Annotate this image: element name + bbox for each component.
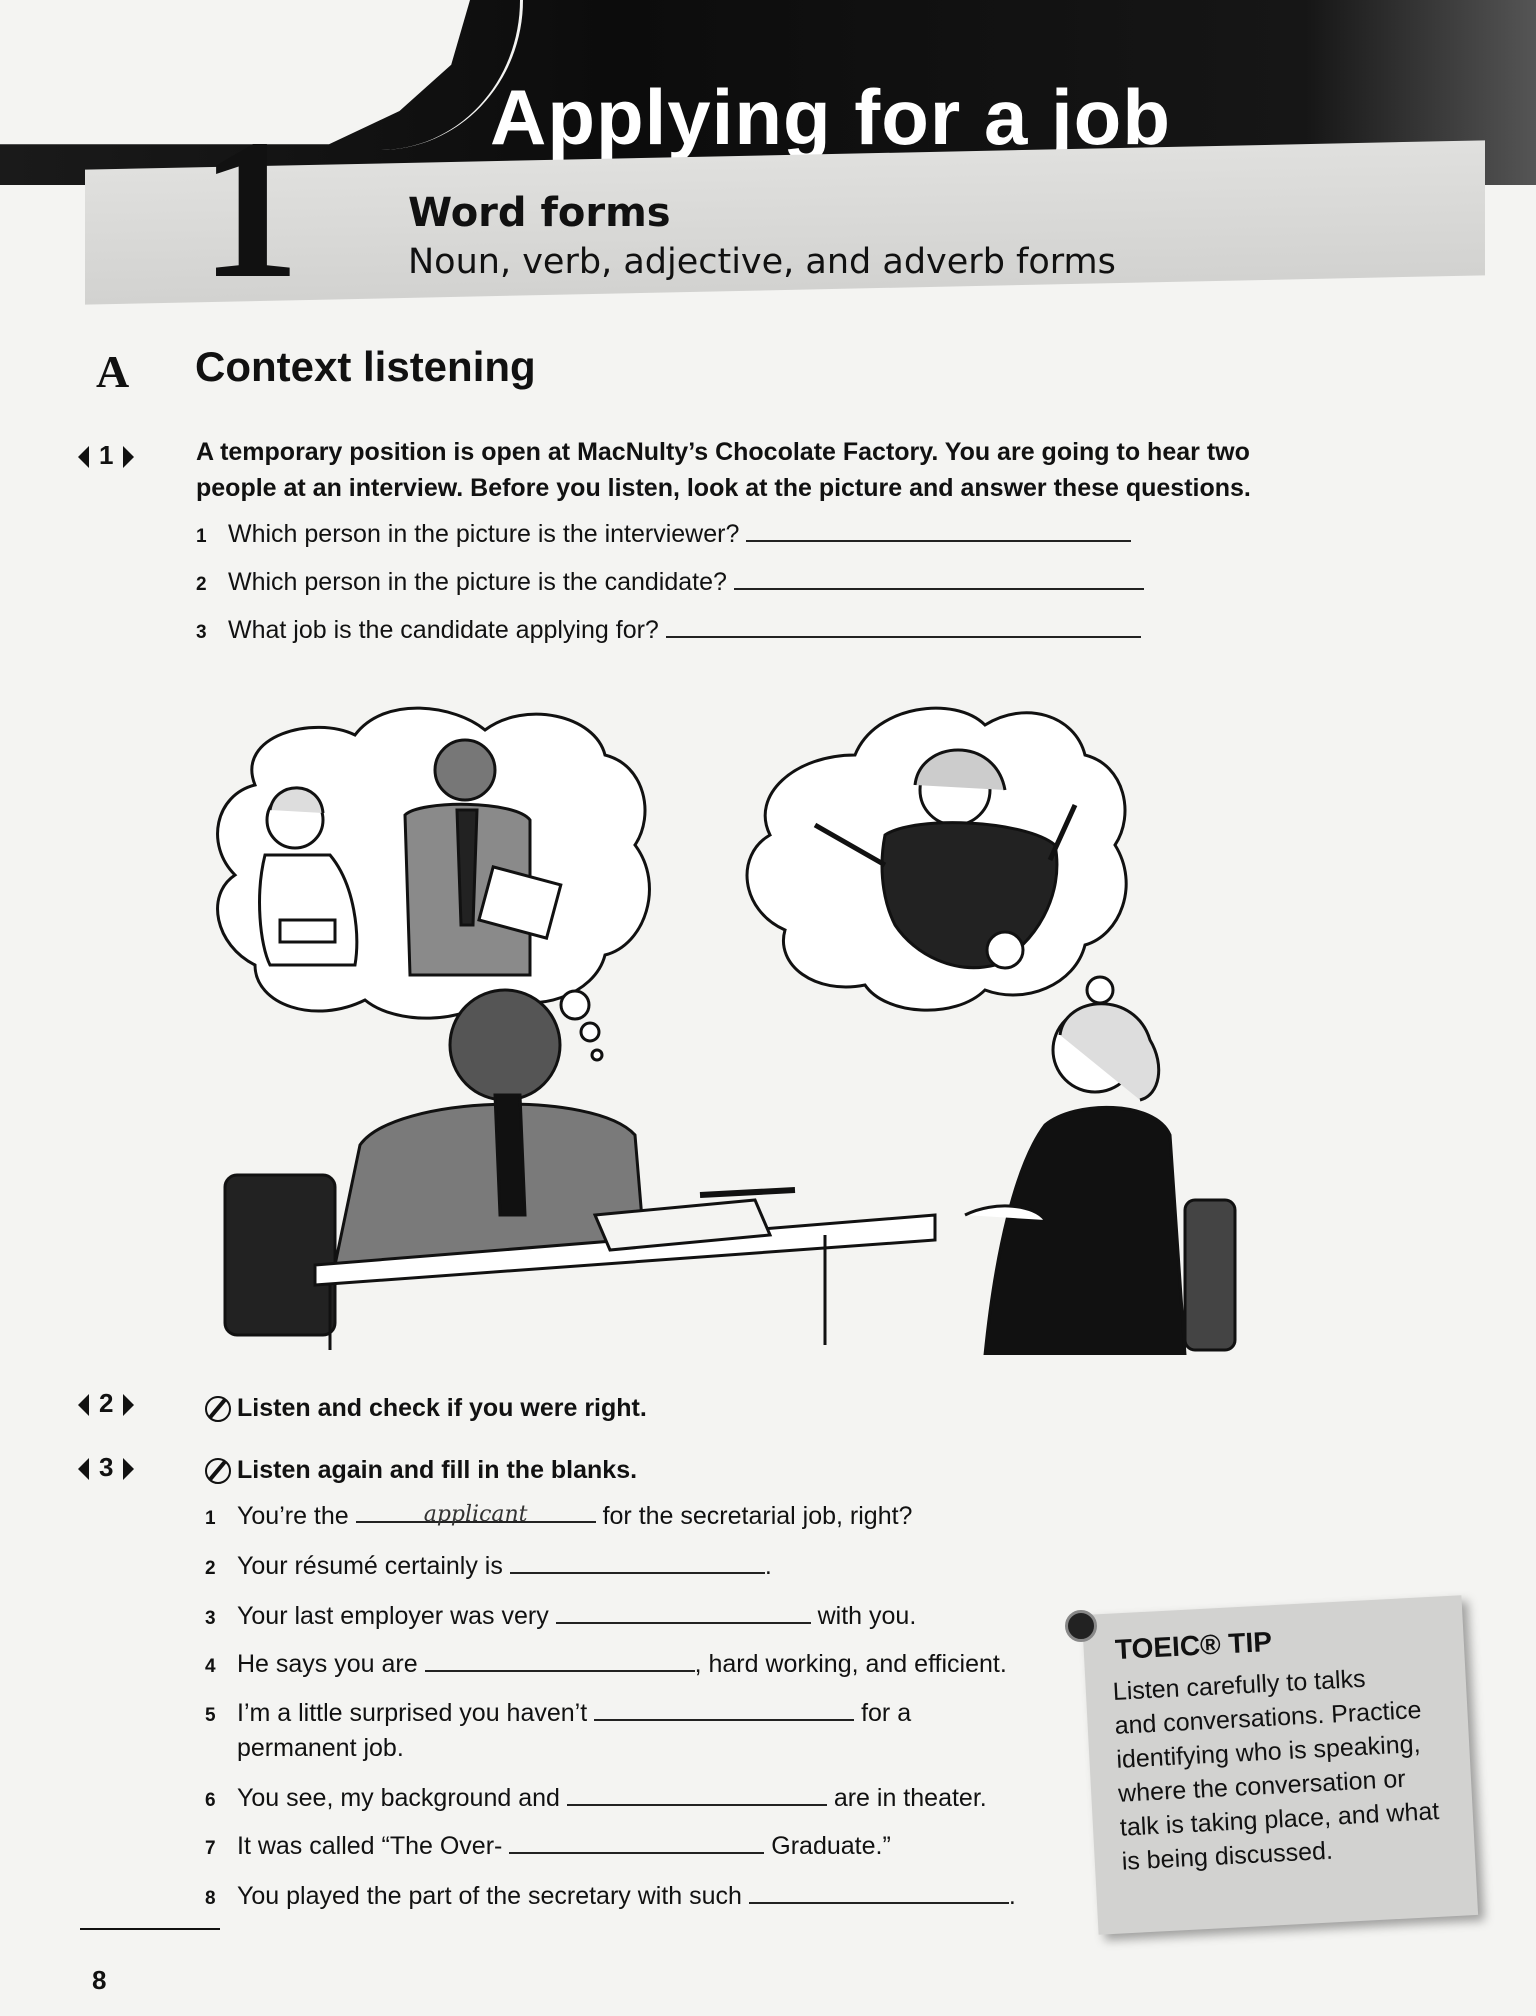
- section-letter: A: [96, 346, 130, 397]
- fill-item-6: 6 You see, my background and are in theater.: [205, 1784, 987, 1812]
- section-title: Context listening: [195, 343, 536, 390]
- track-right-icon: [123, 1458, 134, 1480]
- track-right-icon: [123, 446, 134, 468]
- answer-blank[interactable]: [509, 1830, 764, 1854]
- page-number: 8: [92, 1965, 107, 1995]
- unit-subtitle-detail: Noun, verb, adjective, and adverb forms: [408, 242, 1116, 282]
- candidate-figure: [965, 1004, 1235, 1355]
- pencil-icon: [205, 1396, 231, 1422]
- exercise-3-marker: 3: [78, 1452, 134, 1483]
- question-2: 2 Which person in the picture is the candidate?: [196, 566, 1144, 601]
- chapter-number: 1: [200, 99, 300, 320]
- question-3: 3 What job is the candidate applying for?: [196, 614, 1141, 649]
- answer-blank[interactable]: [567, 1782, 827, 1806]
- fill-item-3: 3 Your last employer was very with you.: [205, 1602, 917, 1630]
- exercise-1-instruction: A temporary position is open at MacNulty’s Chocolate Factory. You are going to hear two people at an interview. Before you listen, look at the picture and answer these questions.: [196, 438, 1251, 502]
- track-left-icon: [78, 446, 89, 468]
- interviewer-figure: [225, 990, 645, 1335]
- interview-illustration: [195, 695, 1295, 1355]
- pushpin-icon: [1065, 1610, 1097, 1642]
- fill-item-2: 2 Your résumé certainly is .: [205, 1552, 772, 1580]
- answer-blank[interactable]: [746, 518, 1131, 542]
- answer-blank[interactable]: [749, 1880, 1009, 1904]
- exercise-2-instruction: Listen and check if you were right.: [205, 1390, 647, 1426]
- chapter-title: Applying for a job: [490, 73, 1171, 161]
- tip-title: TOEIC® TIP: [1114, 1625, 1273, 1666]
- pencil-icon: [205, 1458, 231, 1484]
- answer-blank[interactable]: [510, 1550, 765, 1574]
- question-1: 1 Which person in the picture is the interviewer?: [196, 518, 1131, 553]
- answer-blank[interactable]: [425, 1648, 695, 1672]
- track-left-icon: [78, 1458, 89, 1480]
- answer-blank[interactable]: [594, 1697, 854, 1721]
- track-right-icon: [123, 1394, 134, 1416]
- answer-blank[interactable]: [556, 1600, 811, 1624]
- fill-item-5: 5 I’m a little surprised you haven’t for a permanent job.: [205, 1699, 912, 1762]
- exercise-1-marker: 1: [78, 440, 134, 471]
- exercise-2-marker: 2: [78, 1388, 134, 1419]
- page-footer-rule: [80, 1928, 220, 1930]
- answer-blank[interactable]: [666, 614, 1141, 638]
- exercise-3-instruction: Listen again and fill in the blanks.: [205, 1452, 637, 1488]
- tip-body: Listen carefully to talks and conversations. Practice identifying who is speaking, where the conversation or talk is taking place, and what is being discussed.: [1112, 1664, 1440, 1876]
- fill-item-8: 8 You played the part of the secretary with such .: [205, 1882, 1016, 1910]
- unit-subtitle: Word forms: [408, 190, 671, 236]
- answer-blank-filled[interactable]: applicant: [356, 1499, 596, 1523]
- fill-item-7: 7 It was called “The Over- Graduate.”: [205, 1832, 891, 1860]
- answer-blank[interactable]: [734, 566, 1144, 590]
- fill-item-4: 4 He says you are , hard working, and efficient.: [205, 1650, 1007, 1678]
- track-left-icon: [78, 1394, 89, 1416]
- fill-item-1: 1 You’re the applicant for the secretarial job, right?: [205, 1500, 912, 1535]
